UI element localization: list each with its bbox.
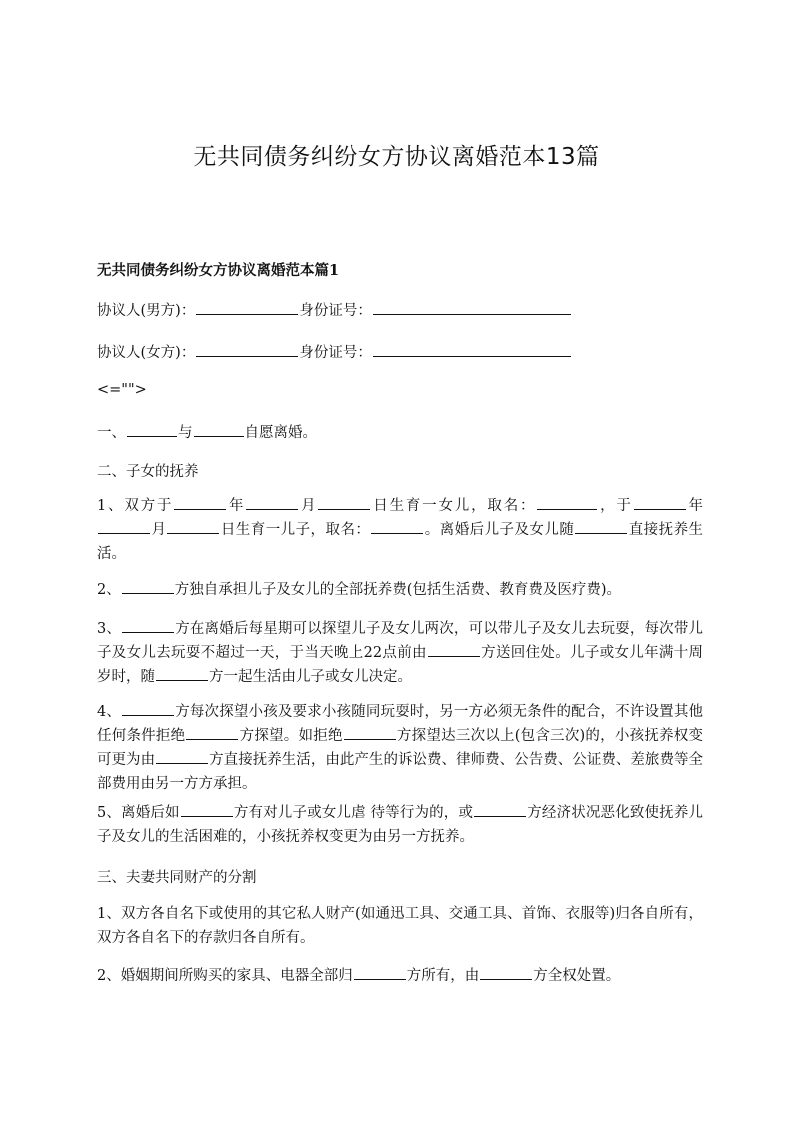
party-male-label: 协议人(男方)： xyxy=(97,303,196,319)
clause-text: 自愿离婚。 xyxy=(244,425,317,441)
blank-field xyxy=(181,802,233,817)
party-female-label: 协议人(女方)： xyxy=(97,345,196,361)
clause-text: 1、双方于 xyxy=(97,498,174,514)
paragraph-7 xyxy=(97,964,703,988)
blank-field xyxy=(156,666,208,681)
paragraph-3 xyxy=(97,617,703,689)
blank-field xyxy=(354,965,406,980)
clause-text: 方经济状况恶化致使抚养儿子及女儿的生活困难的，小孩抚养权变更为由另一方抚养。 xyxy=(97,805,703,845)
blank-field xyxy=(428,642,480,657)
clause-text: 方直接抚养生活，由此产生的诉讼费、律师费、公告费、公证费、差旅费等全部费用由另一方方承担。 xyxy=(97,752,704,792)
blank-field xyxy=(373,300,571,315)
clause-text: 直接抚养生活。 xyxy=(97,522,704,562)
blank-field xyxy=(194,422,244,437)
clause-text: 年 xyxy=(686,498,704,514)
clause-text: 方独自承担儿子及女儿的全部抚养费(包括生活费、教育费及医疗费)。 xyxy=(174,582,622,598)
blank-field xyxy=(174,495,226,510)
blank-field xyxy=(186,725,238,740)
blank-field xyxy=(196,300,298,315)
paragraph-5 xyxy=(97,801,703,849)
clause-text: 5、离婚后如 xyxy=(97,805,180,821)
blank-field xyxy=(318,495,370,510)
blank-field xyxy=(634,495,686,510)
clause-text: 2、 xyxy=(97,582,121,598)
clause-1 xyxy=(97,421,696,445)
blank-field xyxy=(575,519,627,534)
blank-field xyxy=(127,422,177,437)
blank-field xyxy=(196,342,298,357)
clause-text: 方探望达三次以上(包含三次)的，小孩抚养权变可更为由 xyxy=(97,728,704,768)
clause-text: ，于 xyxy=(598,498,633,514)
party-female-line xyxy=(97,341,696,365)
blank-field xyxy=(480,965,532,980)
clause-text: 日生育一女儿，取名： xyxy=(371,498,537,514)
blank-field xyxy=(167,519,219,534)
clause-text: 月 xyxy=(299,498,318,514)
blank-field xyxy=(98,519,150,534)
clause-text: 与 xyxy=(178,425,193,441)
paragraph-1 xyxy=(97,494,703,566)
clause-text: 方所有，由 xyxy=(406,968,480,984)
clause-text: 方在离婚后每星期可以探望儿子及女儿两次，可以带儿子及女儿去玩耍，每次带儿子及女儿去玩耍不超过一天，于当天晚上22点前由 xyxy=(97,621,703,661)
clause-text: 方全权处置。 xyxy=(533,968,621,984)
clause-text: 方探望。如拒绝 xyxy=(239,728,343,744)
clause-text: 3、 xyxy=(97,621,122,637)
heading-child-custody: 二、子女的抚养 xyxy=(97,464,199,480)
clause-text: 月 xyxy=(151,522,167,538)
blank-field xyxy=(371,519,423,534)
blank-field xyxy=(156,749,208,764)
clause-text: 2、婚姻期间所购买的家具、电器全部归 xyxy=(97,968,353,984)
clause-text: 日生育一儿子，取名： xyxy=(220,522,371,538)
paragraph-6: 1、双方各自名下或使用的其它私人财产(如通迅工具、交通工具、首饰、衣服等)归各自所有，双方各自名下的存款归各自所有。 xyxy=(97,906,703,946)
blank-field xyxy=(122,618,174,633)
id-label: 身份证号： xyxy=(299,345,372,361)
clause-text: 方有对儿子或女儿虐 待等行为的，或 xyxy=(233,805,474,821)
clause-text: 年 xyxy=(227,498,246,514)
document-title: 无共同债务纠纷女方协议离婚范本13篇 xyxy=(193,144,600,170)
blank-field xyxy=(537,495,597,510)
blank-field xyxy=(246,495,298,510)
party-male-line xyxy=(97,299,696,323)
clause-text: 方一起生活由儿子或女儿决定。 xyxy=(209,669,412,685)
blank-field xyxy=(122,579,174,594)
blank-field xyxy=(122,701,174,716)
section-heading: 无共同债务纠纷女方协议离婚范本篇1 xyxy=(97,262,340,279)
clause-text: 方每次探望小孩及要求小孩随同玩耍时，另一方必须无条件的配合，不许设置其他任何条件拒绝 xyxy=(97,704,703,744)
stray-markup-text: <=""> xyxy=(97,382,147,398)
paragraph-2 xyxy=(97,578,703,602)
id-label: 身份证号： xyxy=(299,303,372,319)
blank-field xyxy=(373,342,571,357)
heading-property-division: 三、夫妻共同财产的分割 xyxy=(97,870,257,886)
clause-text: 4、 xyxy=(97,704,122,720)
blank-field xyxy=(344,725,396,740)
clause-text: 方送回住处。儿子或女儿年满十周岁时，随 xyxy=(97,645,704,685)
paragraph-4 xyxy=(97,700,703,796)
blank-field xyxy=(474,802,526,817)
clause-text: 。离婚后儿子及女儿随 xyxy=(424,522,575,538)
clause-text: 一、 xyxy=(97,425,126,441)
